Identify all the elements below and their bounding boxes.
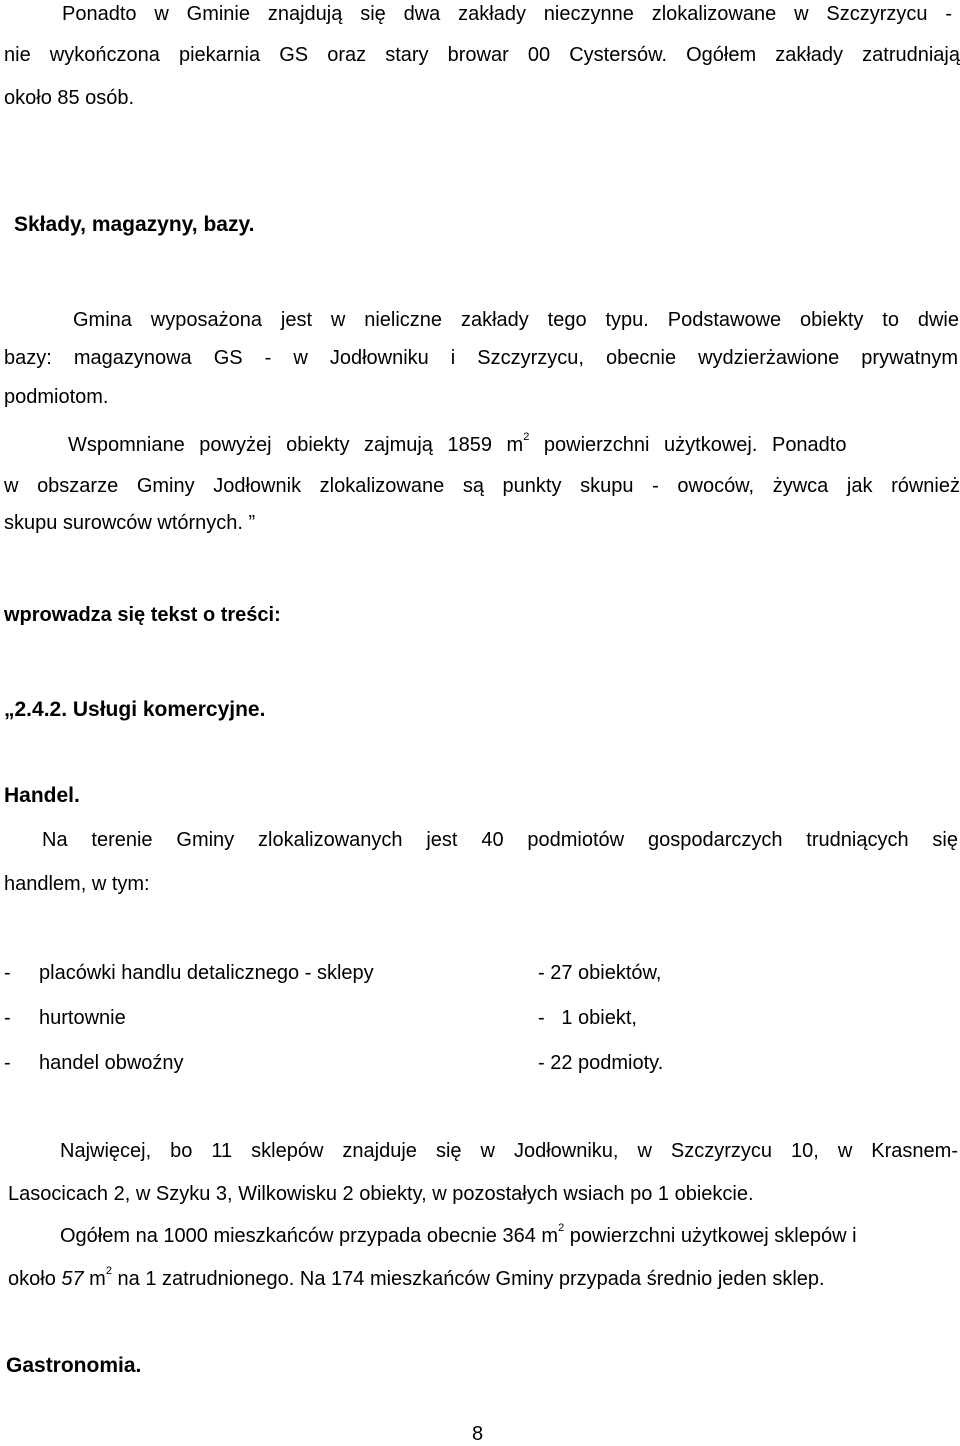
paragraph-line: handlem, w tym: — [4, 873, 150, 895]
list-dash: - — [4, 1007, 11, 1029]
paragraph-line — [68, 433, 958, 457]
list-item-name: handel obwoźny — [39, 1052, 184, 1074]
paragraph-text: na 1 zatrudnionego. Na 174 mieszkańców Gminy przypada średnio jeden sklep. — [111, 1268, 825, 1290]
paragraph-line: Lasocicach 2, w Szyku 3, Wilkowisku 2 obiekty, w pozostałych wsiach po 1 obiekcie. — [8, 1183, 754, 1205]
paragraph-line: Gmina wyposażona jest w nieliczne zakłady tego typu. Podstawowe obiekty to dwie — [73, 309, 959, 331]
italic-number: 57 — [61, 1268, 84, 1290]
paragraph-line: bazy: magazynowa GS - w Jodłowniku i Szczyrzycu, obecnie wydzierżawione prywatnym — [4, 347, 958, 369]
list-item-value: - 1 obiekt, — [538, 1007, 637, 1029]
paragraph-line: Najwięcej, bo 11 sklepów znajduje się w Jodłowniku, w Szczyrzycu 10, w Krasnem- — [60, 1140, 958, 1162]
list-item-value: - 22 podmioty. — [538, 1052, 664, 1074]
paragraph-text: Wspomniane powyżej obiekty zajmują 1859 m — [68, 434, 524, 456]
intro-text: wprowadza się tekst o treści: — [4, 604, 281, 626]
paragraph-line: skupu surowców wtórnych. ” — [4, 512, 256, 534]
paragraph-line — [8, 1267, 825, 1291]
list-dash: - — [4, 962, 11, 984]
paragraph-line: w obszarze Gminy Jodłownik zlokalizowane są punkty skupu - owoców, żywca jak również — [4, 475, 960, 497]
superscript: 2 — [105, 1265, 112, 1277]
paragraph-text: m — [83, 1268, 106, 1290]
paragraph-text: Ogółem na 1000 mieszkańców przypada obecnie 364 m — [60, 1225, 559, 1247]
paragraph-text: około — [8, 1268, 62, 1290]
paragraph-text: powierzchni użytkowej. Ponadto — [529, 434, 847, 456]
list-dash: - — [4, 1052, 11, 1074]
paragraph-line-part — [68, 433, 846, 457]
subsection-heading: Handel. — [4, 784, 80, 807]
superscript: 2 — [558, 1222, 565, 1234]
paragraph-line — [60, 1224, 857, 1248]
paragraph-line: około 85 osób. — [4, 87, 135, 109]
paragraph-line: nie wykończona piekarnia GS oraz stary browar 00 Cystersów. Ogółem zakłady zatrudniają — [4, 44, 960, 66]
paragraph-line: podmiotom. — [4, 386, 109, 408]
list-item-name: placówki handlu detalicznego - sklepy — [39, 962, 374, 984]
section-heading: Składy, magazyny, bazy. — [14, 213, 255, 236]
superscript: 2 — [523, 431, 530, 443]
paragraph-line: Na terenie Gminy zlokalizowanych jest 40 podmiotów gospodarczych trudniących się — [42, 829, 958, 851]
paragraph-line: Ponadto w Gminie znajdują się dwa zakłady nieczynne zlokalizowane w Szczyrzycu - — [62, 3, 952, 25]
section-heading: „2.4.2. Usługi komercyjne. — [4, 698, 266, 721]
list-item-value: - 27 obiektów, — [538, 962, 662, 984]
list-item-name: hurtownie — [39, 1007, 126, 1029]
paragraph-text: powierzchni użytkowej sklepów i — [564, 1225, 857, 1247]
subsection-heading: Gastronomia. — [6, 1354, 142, 1377]
page-number: 8 — [472, 1423, 484, 1445]
